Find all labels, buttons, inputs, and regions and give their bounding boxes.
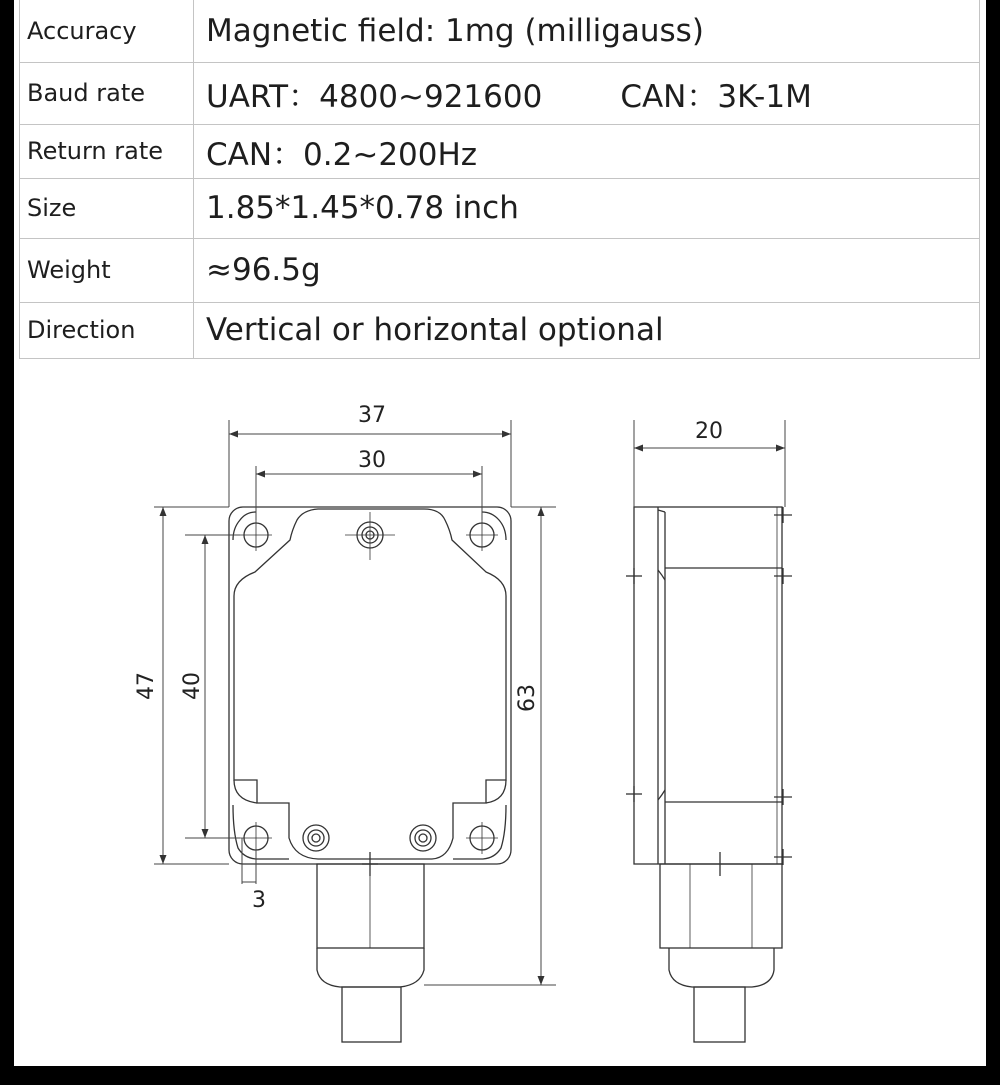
spec-value-uart: UART：4800~921600 <box>206 78 543 115</box>
front-corner-curve <box>233 805 289 859</box>
spec-value-can: CAN：3K-1M <box>620 78 812 115</box>
screw <box>303 825 329 851</box>
screw <box>345 512 395 560</box>
spec-value: ≈96.5g <box>194 238 980 302</box>
connector-nut <box>317 948 424 987</box>
side-connector-nut <box>669 948 774 987</box>
mounting-hole <box>466 519 498 551</box>
side-connector-body <box>660 864 782 948</box>
dim-label-hole-spacing-y: 40 <box>180 672 205 700</box>
spec-value: Vertical or horizontal optional <box>194 302 980 358</box>
spec-label: Direction <box>20 302 194 358</box>
dim-label-edge-offset: 3 <box>252 888 266 913</box>
front-plate-outline <box>234 509 506 859</box>
dim-label-depth: 20 <box>695 419 723 444</box>
dim-label-hole-spacing-x: 30 <box>358 448 386 473</box>
front-corner-curve <box>453 805 506 859</box>
side-body-outline <box>634 507 782 864</box>
screw <box>410 825 436 851</box>
spec-label: Baud rate <box>20 62 194 124</box>
mounting-hole <box>240 822 272 854</box>
front-view <box>229 507 511 1042</box>
side-view <box>626 507 792 1042</box>
side-marks <box>626 507 792 865</box>
spec-value: 1.85*1.45*0.78 inch <box>194 178 980 238</box>
spec-label: Size <box>20 178 194 238</box>
spec-label: Accuracy <box>20 0 194 62</box>
connector-body <box>317 864 424 948</box>
spec-label: Return rate <box>20 124 194 178</box>
mounting-hole <box>240 519 272 551</box>
spec-value: Magnetic field: 1mg (milligauss) <box>194 0 980 62</box>
spec-label: Weight <box>20 238 194 302</box>
front-corner-curve <box>486 780 506 803</box>
mounting-hole <box>466 822 498 854</box>
side-connector-plug <box>694 987 745 1042</box>
dim-label-height: 47 <box>134 672 159 700</box>
front-body-outline <box>229 507 511 864</box>
front-dimensions <box>154 420 556 985</box>
front-corner-curve <box>234 780 257 803</box>
spec-value: CAN：0.2~200Hz <box>194 124 980 178</box>
dim-label-width: 37 <box>358 403 386 428</box>
dim-label-total-height: 63 <box>515 684 540 712</box>
connector-plug <box>342 987 401 1042</box>
